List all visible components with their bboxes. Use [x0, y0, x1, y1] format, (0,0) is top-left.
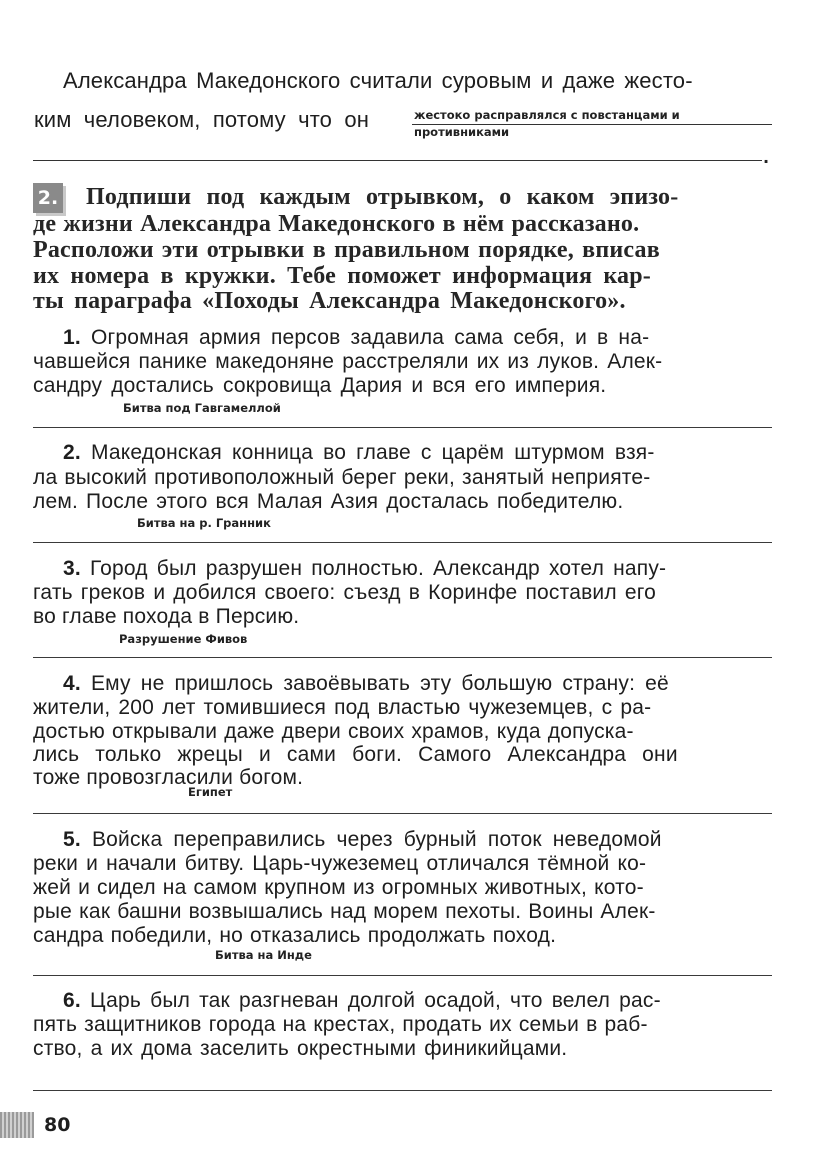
passage-2-line-1: 2. Македонская конница во главе с царём штурмом взя- [63, 441, 655, 464]
passage-4-line-2: жители, 200 лет томившиеся под властью чужеземцев, с ра- [33, 696, 652, 719]
intro-text-line-1: Александра Македонского считали суровым и даже жесто- [63, 68, 693, 93]
passage-5-line-5: сандра победили, но отказались продолжать поход. [33, 924, 557, 947]
passage-1-answer-line [33, 427, 772, 428]
passage-3-answer[interactable]: Разрушение Фивов [119, 632, 248, 646]
passage-4-line-4: лись только жрецы и сами боги. Самого Александра они [33, 743, 678, 766]
corner-texture [0, 1112, 34, 1138]
passage-1-number: 1. [63, 326, 81, 349]
task-instruction-line-3: Расположи эти отрывки в правильном порядке, вписав [33, 237, 660, 263]
task-instruction-line-1: Подпиши под каждым отрывком, о каком эпизо- [86, 184, 679, 210]
intro-end-dot: . [763, 148, 770, 167]
intro-answer-underline-2 [33, 160, 762, 161]
passage-2-line-2: ла высокий противоположный берег реки, занятый неприяте- [33, 466, 651, 489]
passage-6-line-1: 6. Царь был так разгневан долгой осадой, что велел рас- [63, 989, 661, 1012]
passage-3-line-3: во главе похода в Персию. [33, 605, 300, 628]
passage-5-line-4: рые как башни возвышались над морем пехоты. Воины Алек- [33, 900, 656, 923]
passage-6-answer-line [33, 1090, 772, 1091]
passage-2-number: 2. [63, 441, 81, 464]
passage-4-answer[interactable]: Египет [188, 785, 233, 799]
passage-3-line-1: 3. Город был разрушен полностью. Александр хотел напу- [63, 557, 667, 580]
passage-4-answer-line [33, 813, 772, 814]
passage-4-line-5: тоже провозгласили богом. [33, 766, 304, 789]
page-number: 80 [44, 1114, 71, 1136]
passage-2-answer[interactable]: Битва на р. Гранник [137, 516, 271, 530]
passage-6-number: 6. [63, 989, 81, 1012]
task-instruction-line-4: их номера в кружки. Тебе поможет информация кар- [33, 263, 651, 289]
passage-4-line-1: 4. Ему не пришлось завоёвывать эту большую страну: её [63, 672, 669, 695]
passage-4-number: 4. [63, 672, 81, 695]
task-instruction-line-5: ты параграфа «Походы Александра Македонского». [33, 288, 626, 314]
intro-text-line-2: ким человеком, потому что он [34, 107, 370, 132]
passage-5-line-3: жей и сидел на самом крупном из огромных животных, кото- [33, 876, 644, 899]
passage-2-answer-line [33, 542, 772, 543]
passage-1-line-1: 1. Огромная армия персов задавила сама себя, и в на- [63, 326, 650, 349]
passage-5-line-2: реки и начали битву. Царь-чужеземец отличался тёмной ко- [33, 852, 647, 875]
passage-5-line-1: 5. Войска переправились через бурный поток неведомой [63, 828, 662, 851]
passage-6-line-3: ство, а их дома заселить окрестными финикийцами. [33, 1037, 568, 1060]
passage-5-number: 5. [63, 828, 81, 851]
passage-5-answer-line [33, 975, 772, 976]
passage-5-answer[interactable]: Битва на Инде [215, 948, 312, 962]
intro-answer-line-1[interactable]: жестоко расправлялся с повстанцами и [414, 108, 680, 122]
task-number-badge: 2. [33, 183, 63, 213]
passage-3-number: 3. [63, 557, 81, 580]
passage-2-line-3: лем. После этого вся Малая Азия досталась победителю. [33, 490, 624, 513]
passage-4-line-3: достью открывали даже двери своих храмов, куда допуска- [33, 720, 634, 743]
passage-3-answer-line [33, 657, 772, 658]
passage-1-line-3: сандру достались сокровища Дария и вся его империя. [33, 374, 607, 397]
passage-6-line-2: пять защитников города на крестах, продать их семьи в раб- [33, 1013, 648, 1036]
passage-3-line-2: гать греков и добился своего: съезд в Коринфе поставил его [33, 581, 657, 604]
intro-answer-line-2[interactable]: противниками [414, 125, 510, 139]
passage-1-answer[interactable]: Битва под Гавгамеллой [123, 401, 281, 415]
passage-1-line-2: чавшейся панике македоняне расстреляли их из луков. Алек- [33, 350, 663, 373]
task-instruction-line-2: де жизни Александра Македонского в нём рассказано. [33, 211, 640, 237]
